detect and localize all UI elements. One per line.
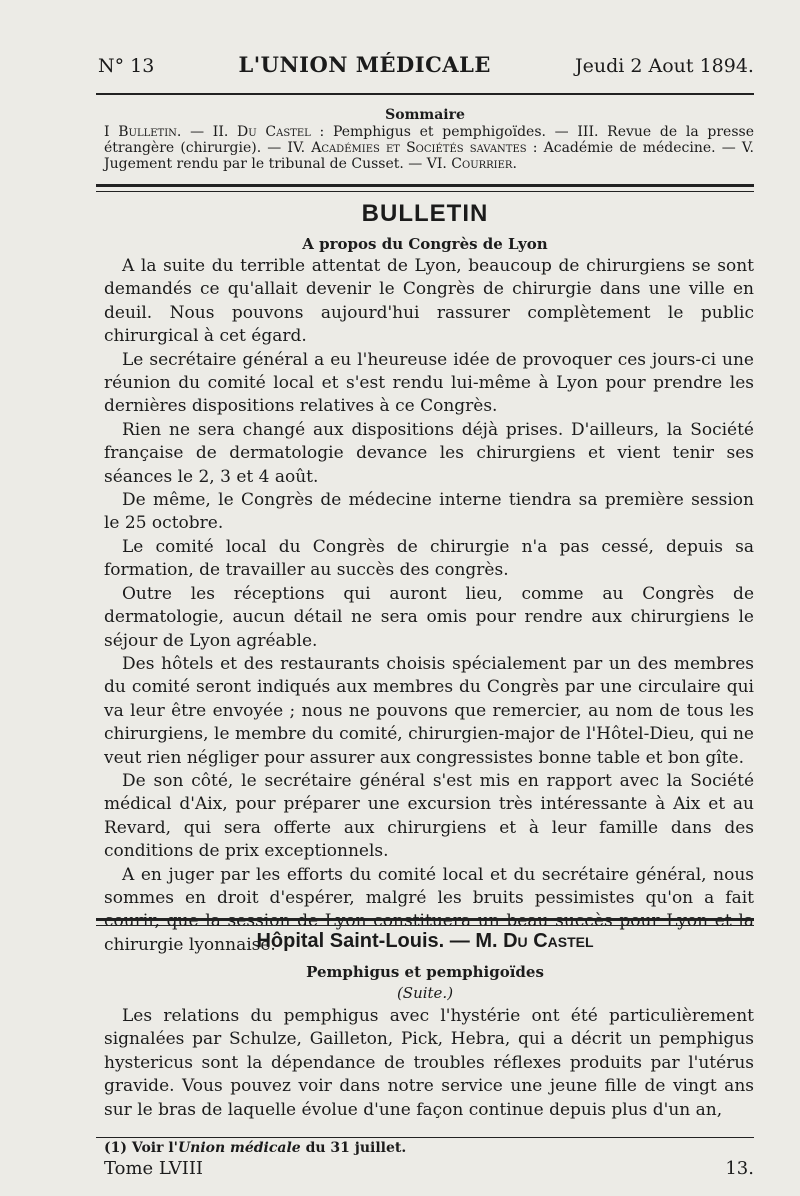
- sommaire-heading: Sommaire: [385, 107, 465, 123]
- sommaire-academies: Académies et Sociétés savantes: [311, 140, 527, 156]
- issue-date: Jeudi 2 Aout 1894.: [575, 55, 754, 77]
- paragraph: Des hôtels et des restaurants choisis spécialement par un des membres du comité seront indiqués aux membres du Congrès par une circulaire qui va leur être envoyée ; nous ne pouvons que remercier, au nom de tous les chirurgiens, le membre du comité, chirurgien-major de l'Hôtel-Dieu, qui ne veut rien négliger pour assurer aux congressistes bonne table et bon gîte.: [104, 653, 754, 768]
- section-author: Du Castel: [503, 930, 594, 952]
- paragraph: De même, le Congrès de médecine interne tiendra sa première session le 25 octobre.: [104, 490, 754, 534]
- tome-label: Tome LVIII: [104, 1158, 204, 1179]
- section-subtitle: Pemphigus et pemphigoïdes: [306, 963, 544, 981]
- paragraph: De son côté, le secrétaire général s'est mis en rapport avec la Société médical d'Aix, pour préparer une excursion très intéressante à Aix et au Revard, qui sera offerte aux chirurgiens et à leur famille dans des conditions de prix exceptionnels.: [104, 770, 754, 862]
- paragraph: Le secrétaire général a eu l'heureuse idée de provoquer ces jours-ci une réunion du comité local et s'est rendu lui-même à Lyon pour prendre les dernières dispositions relatives à ce Congrès.: [104, 349, 754, 417]
- sommaire-courrier: Courrier.: [451, 156, 517, 172]
- journal-title: L'UNION MÉDICALE: [238, 52, 491, 77]
- sommaire-text: I Bulletin. — II. Du Castel : Pemphigus et pemphigoïdes. — III. Revue de la presse étrangère (chirurgie). — IV. Académies et Sociétés savantes : Académie de médecine. — V. Jugement rendu par le tribunal de Cusset. — VI. Courrier.: [104, 124, 754, 172]
- paragraph: Rien ne sera changé aux dispositions déjà prises. D'ailleurs, la Société française de dermatologie devance les chirurgiens et vient tenir ses séances le 2, 3 et 4 août.: [104, 419, 754, 487]
- section-title: Hôpital Saint-Louis. — M. Du Castel: [256, 930, 594, 952]
- page-header: [98, 52, 754, 88]
- paragraph: Les relations du pemphigus avec l'hystérie ont été particulièrement signalées par Schulze, Gailleton, Pick, Hebra, qui a décrit un pemphigus hystericus sont la dépendance de troubles réflexes produits par l'utérus gravide. Vous pouvez voir dans notre service une jeune fille de vingt ans sur le bras de laquelle évolue d'une façon continue depuis plus d'un an,: [104, 1006, 754, 1120]
- header-rule: [96, 93, 754, 95]
- paragraph: A en juger par les efforts du comité local et du secrétaire général, nous sommes en droit d'espérer, malgré les bruits pessimistes qu'on a fait courir, que la session de Lyon constituera un beau succès pour Lyon et la chirurgie lyonnaise.: [104, 864, 754, 955]
- issue-number: N° 13: [98, 55, 155, 77]
- paragraph: Outre les réceptions qui auront lieu, comme au Congrès de dermatologie, aucun détail ne sera omis pour rendre aux chirurgiens le séjour de Lyon agréable.: [104, 583, 754, 651]
- section-rule: [96, 918, 754, 926]
- suite-label: (Suite.): [396, 984, 454, 1002]
- bulletin-title: BULLETIN: [361, 200, 489, 227]
- section-body: [104, 1005, 754, 1122]
- paragraph: A la suite du terrible attentat de Lyon, beaucoup de chirurgiens se sont demandés ce qu'allait devenir le Congrès de chirurgie dans une ville en deuil. Nous pouvons aujourd'hui rassurer complètement le public chirurgical à cet égard.: [104, 256, 754, 347]
- footnote-rule: [96, 1137, 754, 1138]
- page-number: 13.: [725, 1158, 754, 1179]
- footnote: (1) Voir l'Union médicale du 31 juillet.: [104, 1140, 407, 1156]
- sommaire-author: Du Castel: [237, 124, 311, 140]
- page-footer: [104, 1158, 754, 1179]
- bulletin-body: [104, 255, 754, 957]
- bulletin-subtitle: A propos du Congrès de Lyon: [302, 235, 548, 253]
- paragraph: Le comité local du Congrès de chirurgie n'a pas cessé, depuis sa formation, de travailler au succès des congrès.: [104, 536, 754, 581]
- sommaire-bulletin: Bulletin.: [118, 124, 182, 140]
- sommaire-rule: [96, 184, 754, 192]
